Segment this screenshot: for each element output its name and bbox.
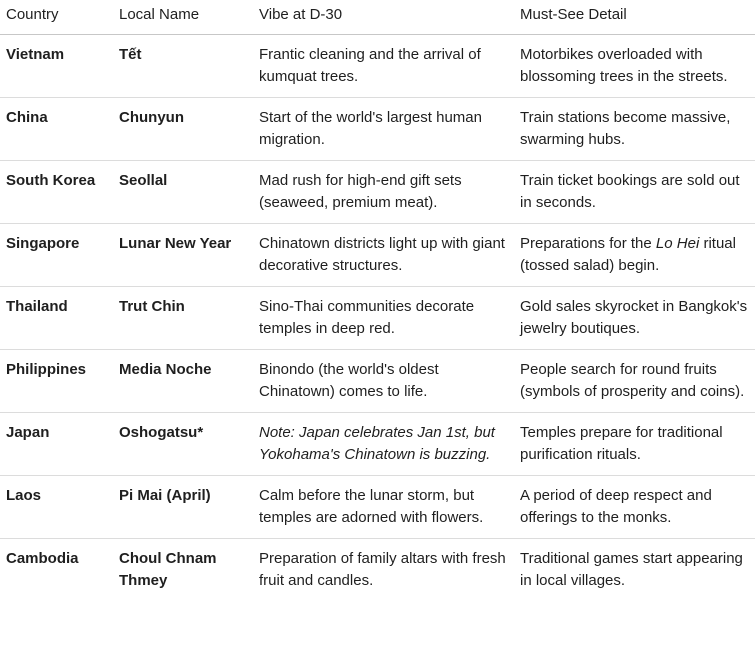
country-cell: Philippines bbox=[0, 350, 113, 413]
local-name-cell: Seollal bbox=[113, 161, 253, 224]
detail-cell: Motorbikes overloaded with blossoming trees in the streets. bbox=[514, 35, 755, 98]
country-cell: South Korea bbox=[0, 161, 113, 224]
vibe-cell: Mad rush for high-end gift sets (seaweed, premium meat). bbox=[253, 161, 514, 224]
vibe-cell: Preparation of family altars with fresh fruit and candles. bbox=[259, 550, 506, 589]
table-row bbox=[0, 161, 755, 224]
table-header-row bbox=[0, 0, 755, 35]
vibe-cell: Chinatown districts light up with giant decorative structures. bbox=[253, 224, 514, 287]
detail-text-before: Preparations for the bbox=[520, 235, 656, 252]
local-name-cell: Tết bbox=[113, 35, 253, 98]
country-cell: China bbox=[0, 98, 113, 161]
vibe-cell: Start of the world's largest human migration. bbox=[253, 98, 514, 161]
table-row bbox=[0, 287, 755, 350]
detail-cell bbox=[514, 224, 755, 287]
detail-text-italic: Lo Hei bbox=[655, 235, 700, 252]
vibe-cell: Binondo (the world's oldest Chinatown) comes to life. bbox=[253, 350, 514, 413]
table-row bbox=[0, 350, 755, 413]
country-cell: Cambodia bbox=[6, 550, 79, 567]
header-local-name: Local Name bbox=[113, 0, 253, 35]
header-must-see-detail: Must-See Detail bbox=[514, 0, 755, 35]
detail-cell: People search for round fruits (symbols of prosperity and coins). bbox=[514, 350, 755, 413]
detail-cell: A period of deep respect and offerings to the monks. bbox=[514, 476, 755, 539]
country-cell: Laos bbox=[0, 476, 113, 539]
table-row bbox=[0, 476, 755, 539]
local-name-cell: Trut Chin bbox=[113, 287, 253, 350]
country-cell: Thailand bbox=[0, 287, 113, 350]
detail-cell: Train ticket bookings are sold out in seconds. bbox=[514, 161, 755, 224]
local-name-cell: Oshogatsu* bbox=[113, 413, 253, 476]
vibe-cell: Frantic cleaning and the arrival of kumquat trees. bbox=[253, 35, 514, 98]
country-cell: Vietnam bbox=[0, 35, 113, 98]
detail-cell: Gold sales skyrocket in Bangkok's jewelry boutiques. bbox=[514, 287, 755, 350]
vibe-cell: Note: Japan celebrates Jan 1st, but Yokohama's Chinatown is buzzing. bbox=[253, 413, 514, 476]
vibe-cell: Calm before the lunar storm, but temples are adorned with flowers. bbox=[253, 476, 514, 539]
table-row bbox=[0, 35, 755, 98]
detail-text-after: ritual (tossed salad) begin. bbox=[520, 235, 736, 274]
table-row bbox=[0, 224, 755, 287]
country-cell: Japan bbox=[0, 413, 113, 476]
table-row bbox=[0, 413, 755, 476]
detail-cell: Temples prepare for traditional purification rituals. bbox=[514, 413, 755, 476]
table-row bbox=[0, 98, 755, 161]
local-name-cell: Chunyun bbox=[113, 98, 253, 161]
detail-cell: Train stations become massive, swarming hubs. bbox=[514, 98, 755, 161]
table-row bbox=[0, 539, 755, 602]
local-name-cell: Media Noche bbox=[113, 350, 253, 413]
vibe-cell: Sino-Thai communities decorate temples in deep red. bbox=[253, 287, 514, 350]
local-name-cell: Choul Chnam Thmey bbox=[119, 550, 217, 589]
header-vibe: Vibe at D-30 bbox=[253, 0, 514, 35]
country-cell: Singapore bbox=[0, 224, 113, 287]
local-name-cell: Lunar New Year bbox=[113, 224, 253, 287]
header-country: Country bbox=[0, 0, 113, 35]
local-name-cell: Pi Mai (April) bbox=[113, 476, 253, 539]
detail-cell: Traditional games start appearing in local villages. bbox=[520, 550, 743, 589]
